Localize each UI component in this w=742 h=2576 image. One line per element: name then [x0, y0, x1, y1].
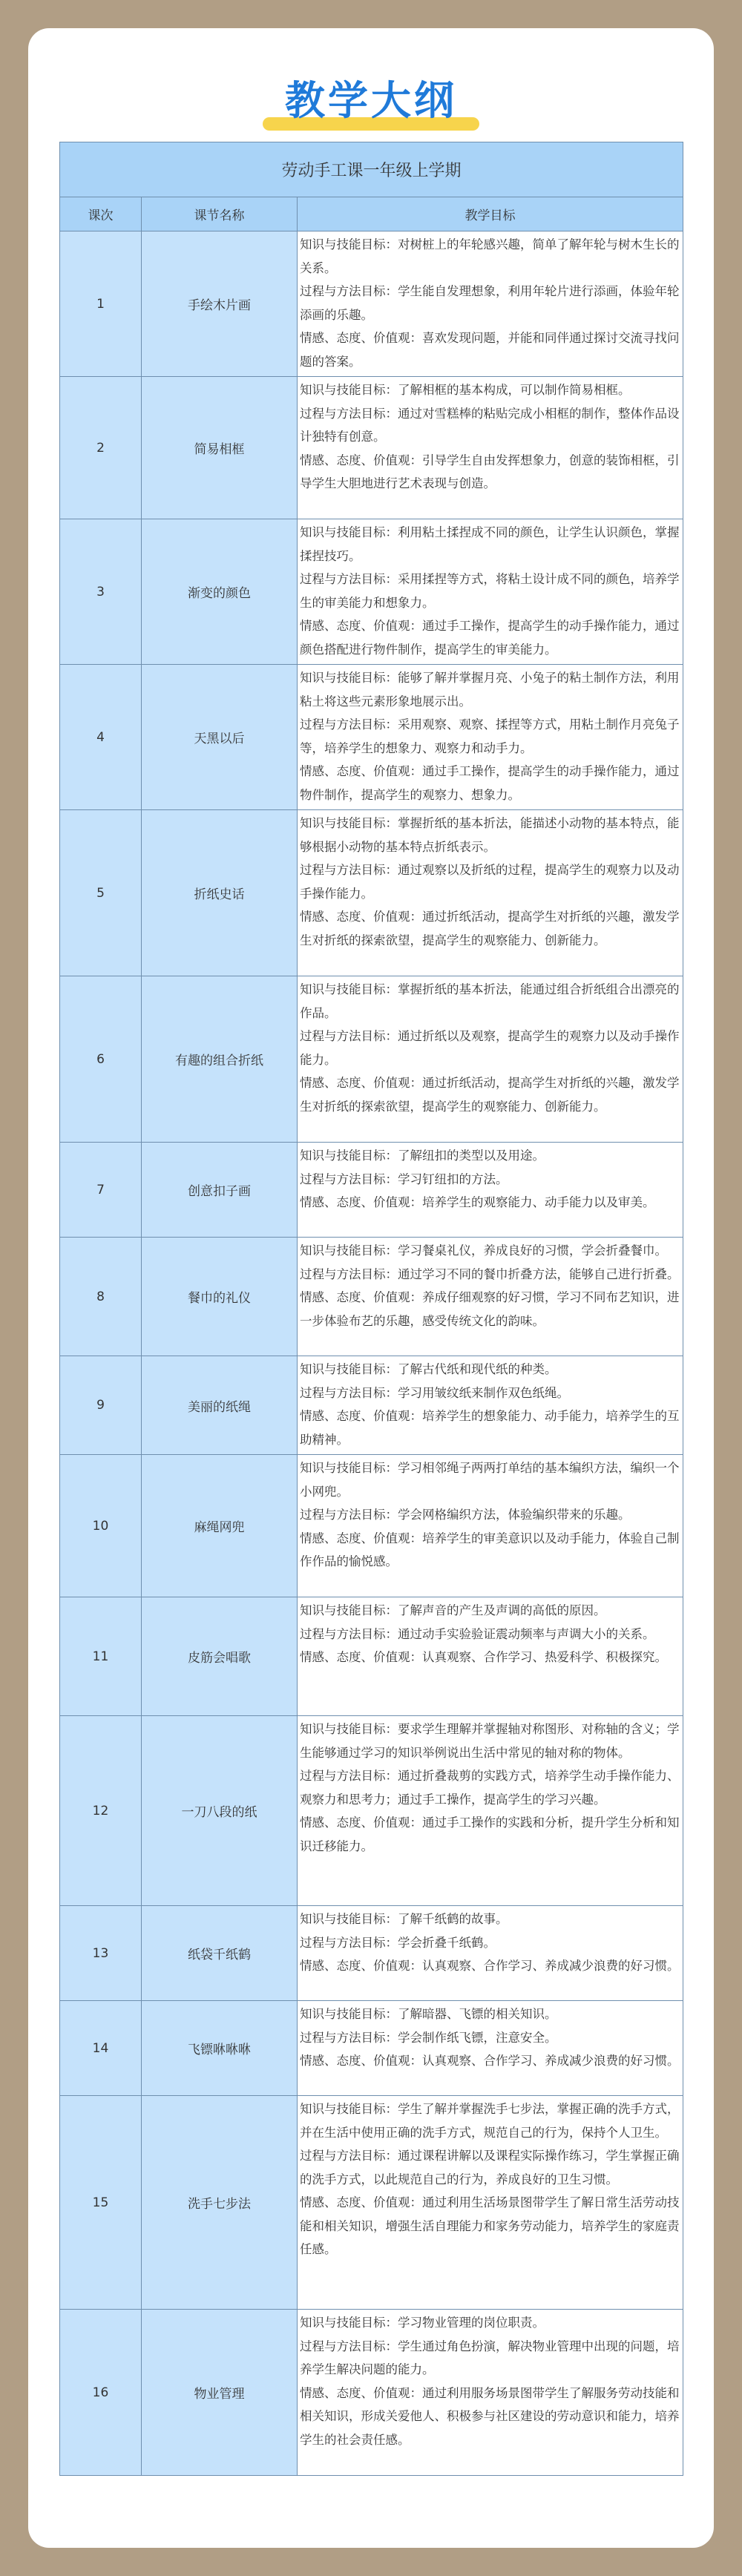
table-row	[60, 810, 683, 976]
lesson-goals	[298, 2096, 683, 2310]
lesson-goals	[298, 1143, 683, 1238]
lesson-goals	[298, 2001, 683, 2096]
goal-item: 情感、态度、价值观：通过手工操作的实践和分析，提升学生分析和知识迁移能力。	[300, 1816, 680, 1853]
goal-item: 知识与技能目标：了解千纸鹤的故事。	[300, 1912, 508, 1926]
lesson-goals	[298, 1906, 683, 2001]
table-row	[60, 1455, 683, 1597]
lesson-name: 天黑以后	[142, 665, 298, 810]
lesson-goals	[298, 1238, 683, 1356]
lesson-number: 12	[60, 1716, 142, 1906]
goal-item: 过程与方法目标：学会网格编织方法，体验编织带来的乐趣。	[300, 1508, 631, 1522]
goal-item: 知识与技能目标：学习餐桌礼仪，养成良好的习惯，学会折叠餐巾。	[300, 1243, 667, 1258]
goal-item: 过程与方法目标：通过动手实验验证震动频率与声调大小的关系。	[300, 1626, 655, 1641]
lesson-name: 纸袋千纸鹤	[142, 1906, 298, 2001]
goal-item: 知识与技能目标：掌握折纸的基本折法，能通过组合折纸组合出漂亮的作品。	[300, 982, 680, 1020]
goal-item: 过程与方法目标：通过对雪糕棒的粘贴完成小相框的制作，整体作品设计独特有创意。	[300, 406, 680, 444]
table-row	[60, 1356, 683, 1455]
lesson-name: 一刀八段的纸	[142, 1716, 298, 1906]
table-row	[60, 2310, 683, 2476]
lesson-number: 5	[60, 810, 142, 976]
lesson-goals	[298, 231, 683, 377]
table-row	[60, 1716, 683, 1906]
goal-item: 情感、态度、价值观：培养学生的审美意识以及动手能力，体验自己制作作品的愉悦感。	[300, 1531, 680, 1568]
goal-item: 知识与技能目标：了解暗器、飞镖的相关知识。	[300, 2007, 557, 2021]
lesson-number: 6	[60, 976, 142, 1143]
lesson-name: 皮筋会唱歌	[142, 1597, 298, 1716]
lesson-name: 飞镖咻咻咻	[142, 2001, 298, 2096]
goal-item: 情感、态度、价值观：认真观察、合作学习、养成减少浪费的好习惯。	[300, 1959, 680, 1973]
goal-item: 情感、态度、价值观：培养学生的观察能力、动手能力以及审美。	[300, 1195, 655, 1209]
goal-item: 知识与技能目标：掌握折纸的基本折法，能描述小动物的基本特点，能够根据小动物的基本特点折纸表示。	[300, 816, 680, 854]
lesson-name: 物业管理	[142, 2310, 298, 2476]
goal-item: 过程与方法目标：通过学习不同的餐巾折叠方法，能够自己进行折叠。	[300, 1266, 680, 1281]
lesson-number: 8	[60, 1238, 142, 1356]
goal-item: 过程与方法目标：通过折叠裁剪的实践方式，培养学生动手操作能力、观察力和思考力；通过手工操作，提高学生的学习兴趣。	[300, 1769, 680, 1807]
header-lesson-name: 课节名称	[142, 197, 298, 231]
lesson-goals	[298, 976, 683, 1143]
goal-item: 过程与方法目标：通过课程讲解以及课程实际操作练习，学生掌握正确的洗手方式，以此规范自己的行为，养成良好的卫生习惯。	[300, 2149, 680, 2186]
lesson-goals	[298, 377, 683, 519]
goal-item: 过程与方法目标：学习用皱纹纸来制作双色纸绳。	[300, 1385, 569, 1400]
goal-item: 情感、态度、价值观：通过手工操作，提高学生的动手操作能力，通过颜色搭配进行物件制作，提高学生的审美能力。	[300, 619, 680, 657]
goal-item: 情感、态度、价值观：通过折纸活动，提高学生对折纸的兴趣，激发学生对折纸的探索欲望，提高学生的观察能力、创新能力。	[300, 910, 680, 947]
syllabus-card	[28, 28, 714, 2548]
goal-item: 知识与技能目标：要求学生理解并掌握轴对称图形、对称轴的含义；学生能够通过学习的知识举例说出生活中常见的轴对称的物体。	[300, 1722, 680, 1760]
table-row	[60, 2001, 683, 2096]
goal-item: 过程与方法目标：采用观察、观察、揉捏等方式，用粘土制作月亮兔子等，培养学生的想象力、观察力和动手力。	[300, 717, 680, 755]
goal-item: 知识与技能目标：了解相框的基本构成，可以制作简易相框。	[300, 383, 631, 397]
goal-item: 知识与技能目标：利用粘土揉捏成不同的颜色，让学生认识颜色，掌握揉捏技巧。	[300, 525, 680, 563]
table-row	[60, 1238, 683, 1356]
table-row	[60, 377, 683, 519]
lesson-number: 3	[60, 519, 142, 665]
lesson-goals	[298, 1455, 683, 1597]
goal-item: 过程与方法目标：学会折叠千纸鹤。	[300, 1935, 496, 1950]
lesson-number: 16	[60, 2310, 142, 2476]
lesson-number: 4	[60, 665, 142, 810]
lesson-name: 简易相框	[142, 377, 298, 519]
goal-item: 知识与技能目标：了解声音的产生及声调的高低的原因。	[300, 1603, 606, 1617]
header-lesson-number: 课次	[60, 197, 142, 231]
goal-item: 知识与技能目标：了解古代纸和现代纸的种类。	[300, 1362, 557, 1376]
table-row	[60, 519, 683, 665]
goal-item: 情感、态度、价值观：通过利用服务场景图带学生了解服务劳动技能和相关知识，形成关爱他人、积极参与社区建设的劳动意识和能力，培养学生的社会责任感。	[300, 2385, 680, 2447]
goal-item: 情感、态度、价值观：认真观察、合作学习、养成减少浪费的好习惯。	[300, 2054, 680, 2068]
lesson-number: 9	[60, 1356, 142, 1455]
lesson-name: 创意扣子画	[142, 1143, 298, 1238]
goal-item: 知识与技能目标：学习物业管理的岗位职责。	[300, 2316, 545, 2330]
lesson-goals	[298, 519, 683, 665]
lesson-goals	[298, 2310, 683, 2476]
goal-item: 知识与技能目标：对树桩上的年轮感兴趣，简单了解年轮与树木生长的关系。	[300, 237, 680, 275]
lesson-number: 11	[60, 1597, 142, 1716]
goal-item: 情感、态度、价值观：培养学生的想象能力、动手能力，培养学生的互助精神。	[300, 1409, 680, 1447]
goal-item: 过程与方法目标：学习钉纽扣的方法。	[300, 1172, 508, 1186]
lesson-name: 餐巾的礼仪	[142, 1238, 298, 1356]
title-area	[28, 74, 714, 128]
lesson-name: 渐变的颜色	[142, 519, 298, 665]
lesson-name: 有趣的组合折纸	[142, 976, 298, 1143]
lesson-goals	[298, 1356, 683, 1455]
lesson-name: 折纸史话	[142, 810, 298, 976]
goal-item: 过程与方法目标：学生通过角色扮演，解决物业管理中出现的问题，培养学生解决问题的能力。	[300, 2339, 680, 2376]
goal-item: 过程与方法目标：学会制作纸飞镖，注意安全。	[300, 2030, 557, 2045]
lesson-name: 手绘木片画	[142, 231, 298, 377]
lesson-goals	[298, 1716, 683, 1906]
goal-item: 情感、态度、价值观：通过手工操作，提高学生的动手操作能力，通过物件制作，提高学生的观察力、想象力。	[300, 764, 680, 802]
goal-item: 过程与方法目标：学生能自发理想象，利用年轮片进行添画，体验年轮添画的乐趣。	[300, 284, 680, 322]
lesson-number: 13	[60, 1906, 142, 2001]
goal-item: 情感、态度、价值观：通过折纸活动，提高学生对折纸的兴趣，激发学生对折纸的探索欲望，提高学生的观察能力、创新能力。	[300, 1076, 680, 1114]
header-teaching-goal: 教学目标	[298, 197, 683, 231]
page-title-text: 教学大纲	[285, 77, 457, 124]
lesson-name: 美丽的纸绳	[142, 1356, 298, 1455]
goal-item: 知识与技能目标：能够了解并掌握月亮、小兔子的粘土制作方法，利用粘土将这些元素形象地展示出。	[300, 671, 680, 709]
goal-item: 过程与方法目标：通过折纸以及观察，提高学生的观察力以及动手操作能力。	[300, 1029, 680, 1067]
table-row	[60, 665, 683, 810]
lesson-number: 7	[60, 1143, 142, 1238]
table-caption: 劳动手工课一年级上学期	[60, 142, 683, 197]
table-row	[60, 231, 683, 377]
lesson-number: 10	[60, 1455, 142, 1597]
syllabus-table	[59, 142, 683, 2476]
lesson-goals	[298, 810, 683, 976]
goal-item: 过程与方法目标：通过观察以及折纸的过程，提高学生的观察力以及动手操作能力。	[300, 863, 680, 901]
table-body	[60, 231, 683, 2476]
lesson-goals	[298, 1597, 683, 1716]
table-row	[60, 1143, 683, 1238]
page-title	[263, 74, 479, 128]
lesson-name: 麻绳网兜	[142, 1455, 298, 1597]
goal-item: 情感、态度、价值观：引导学生自由发挥想象力，创意的装饰相框，引导学生大胆地进行艺术表现与创造。	[300, 453, 680, 490]
lesson-goals	[298, 665, 683, 810]
lesson-number: 1	[60, 231, 142, 377]
goal-item: 知识与技能目标：了解纽扣的类型以及用途。	[300, 1149, 545, 1163]
table-row	[60, 2096, 683, 2310]
lesson-number: 15	[60, 2096, 142, 2310]
lesson-number: 14	[60, 2001, 142, 2096]
table-row	[60, 1597, 683, 1716]
goal-item: 情感、态度、价值观：喜欢发现问题，并能和同伴通过探讨交流寻找问题的答案。	[300, 331, 680, 369]
lesson-number: 2	[60, 377, 142, 519]
goal-item: 情感、态度、价值观：养成仔细观察的好习惯，学习不同布艺知识，进一步体验布艺的乐趣，感受传统文化的韵味。	[300, 1290, 680, 1328]
goal-item: 情感、态度、价值观：认真观察、合作学习、热爱科学、积极探究。	[300, 1650, 667, 1664]
table-row	[60, 976, 683, 1143]
goal-item: 过程与方法目标：采用揉捏等方式，将粘土设计成不同的颜色，培养学生的审美能力和想象力。	[300, 572, 680, 610]
goal-item: 情感、态度、价值观：通过利用生活场景图带学生了解日常生活劳动技能和相关知识，增强生活自理能力和家务劳动能力，培养学生的家庭责任感。	[300, 2195, 680, 2256]
goal-item: 知识与技能目标：学习相邻绳子两两打单结的基本编织方法，编织一个小网兜。	[300, 1461, 680, 1499]
table-row	[60, 1906, 683, 2001]
goal-item: 知识与技能目标：学生了解并掌握洗手七步法，掌握正确的洗手方式，并在生活中使用正确的洗手方式，规范自己的行为，保持个人卫生。	[300, 2102, 680, 2140]
lesson-name: 洗手七步法	[142, 2096, 298, 2310]
